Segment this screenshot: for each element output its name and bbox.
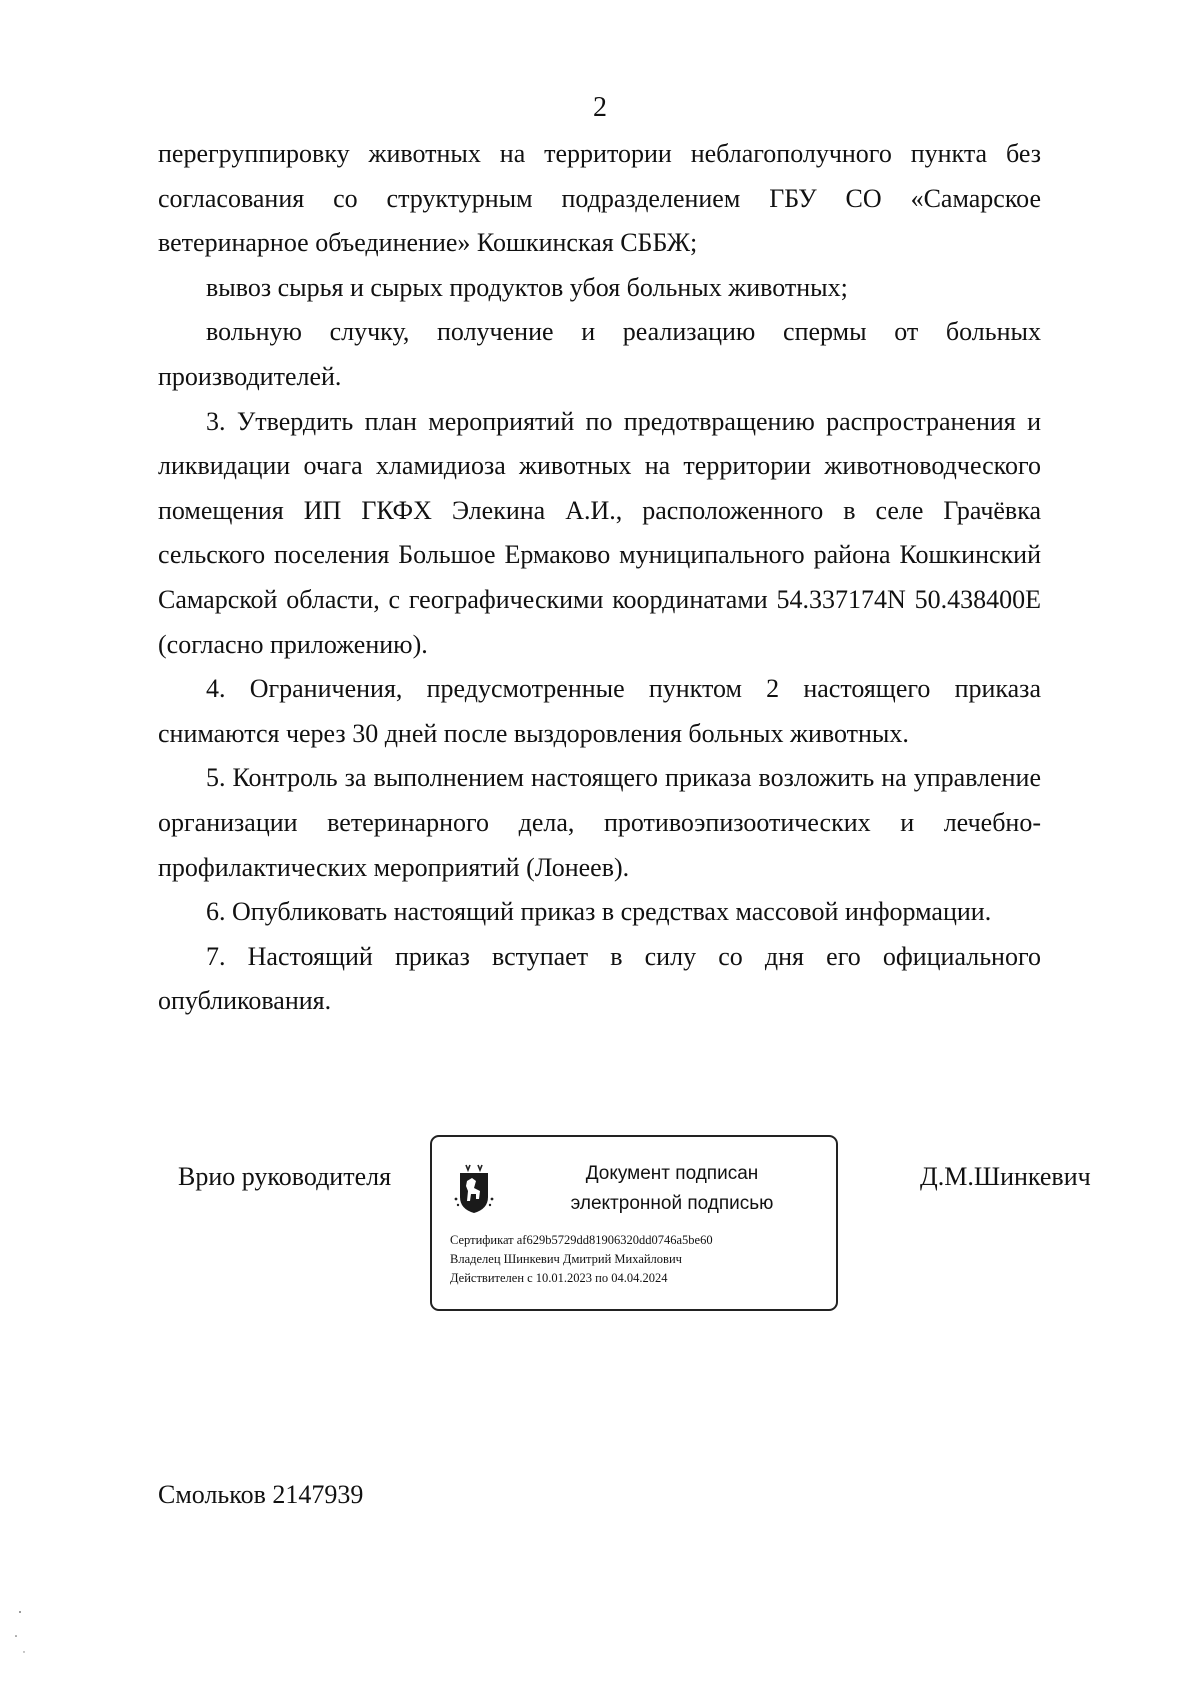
executor-info: Смольков 2147939 <box>158 1480 364 1509</box>
paragraph: 3. Утвердить план мероприятий по предотвращению распространения и ликвидации очага хламидиоза животных на территории животноводческого помещения ИП ГКФХ Элекина А.И., расположенного в селе Грачёвка сельского поселения Большое Ермаково муниципального района Кошкинский Самарской области, с географическими координатами 54.337174N 50.438400E (согласно приложению). <box>158 406 1041 659</box>
document-body <box>158 132 1041 1024</box>
electronic-signature-stamp <box>430 1135 838 1311</box>
stamp-heading <box>522 1159 822 1219</box>
scan-specks <box>10 1600 30 1660</box>
paragraph: 7. Настоящий приказ вступает в силу со дня его официального опубликования. <box>158 941 1041 1016</box>
stamp-details <box>450 1231 713 1288</box>
paragraph: 6. Опубликовать настоящий приказ в средствах массовой информации. <box>206 897 992 927</box>
signatory-title: Врио руководителя <box>178 1162 392 1191</box>
paragraph: 5. Контроль за выполнением настоящего приказа возложить на управление организации ветеринарного дела, противоэпизоотических и лечебно-профилактических мероприятий (Лонеев). <box>158 763 1041 882</box>
stamp-heading-line: электронной подписью <box>570 1193 774 1214</box>
coat-of-arms-icon <box>452 1161 496 1217</box>
signatory-name: Д.М.Шинкевич <box>920 1162 1091 1191</box>
paragraph: 4. Ограничения, предусмотренные пунктом 2 настоящего приказа снимаются через 30 дней после выздоровления больных животных. <box>158 674 1041 748</box>
stamp-heading-line: Документ подписан <box>585 1163 759 1184</box>
paragraph: вывоз сырья и сырых продуктов убоя больных животных; <box>206 272 848 302</box>
certificate-validity: Действителен с 10.01.2023 по 04.04.2024 <box>450 1271 668 1285</box>
paragraph: перегруппировку животных на территории неблагополучного пункта без согласования со структурным подразделением ГБУ СО «Самарское ветеринарное объединение» Кошкинская СББЖ; <box>158 139 1041 258</box>
certificate-number: Сертификат af629b5729dd81906320dd0746a5be60 <box>450 1233 713 1247</box>
certificate-owner: Владелец Шинкевич Дмитрий Михайлович <box>450 1252 682 1266</box>
paragraph: вольную случку, получение и реализацию спермы от больных производителей. <box>158 317 1041 391</box>
page-number: 2 <box>593 92 607 123</box>
